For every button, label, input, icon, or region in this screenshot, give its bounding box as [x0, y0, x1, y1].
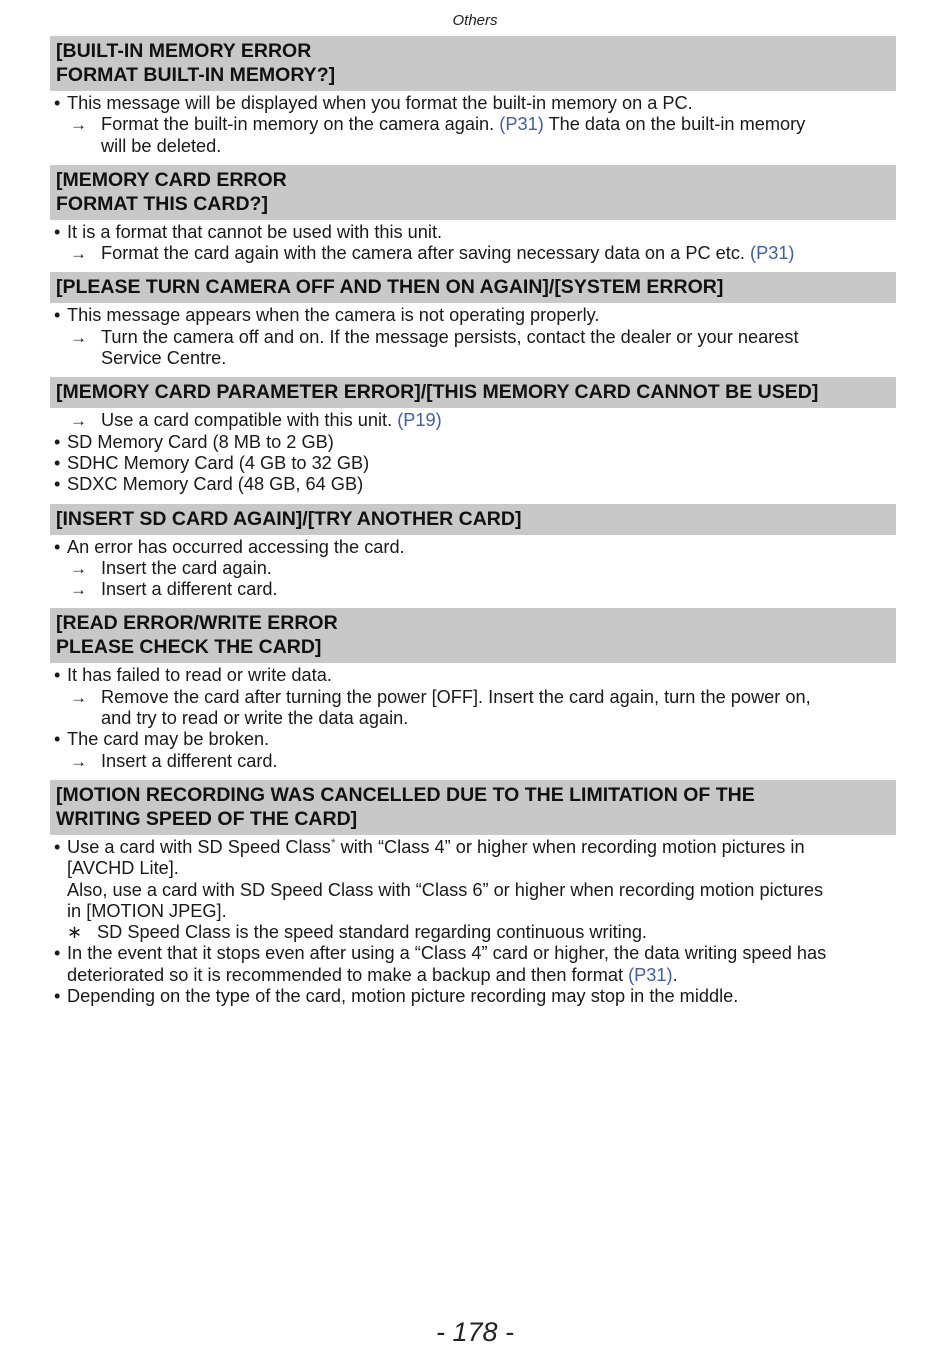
bullet-line [50, 474, 896, 495]
section-title-line: [MEMORY CARD PARAMETER ERROR]/[THIS MEMORY CARD CANNOT BE USED] [56, 381, 819, 404]
bullet-line [50, 943, 896, 964]
error-section [50, 272, 896, 369]
error-section [50, 377, 896, 495]
section-title-line: WRITING SPEED OF THE CARD] [56, 807, 358, 830]
error-section [50, 504, 896, 601]
line-text: This message will be displayed when you format the built-in memory on a PC. [67, 93, 693, 113]
arrow-line [50, 687, 896, 708]
bullet-line [50, 93, 896, 114]
section-title [50, 780, 896, 835]
bullet-icon: • [54, 305, 61, 326]
note-line [50, 922, 896, 943]
page-number: - 178 - [435, 1317, 515, 1347]
page-header: Others [452, 12, 498, 29]
error-section [50, 165, 896, 265]
right-arrow-icon: → [70, 115, 87, 135]
line-text: Use a card with SD Speed Class [67, 836, 331, 857]
arrow-line [50, 410, 896, 431]
error-section [50, 780, 896, 1007]
section-title-line: [INSERT SD CARD AGAIN]/[TRY ANOTHER CARD] [56, 507, 522, 530]
line-text: SD Speed Class is the speed standard regarding continuous writing. [97, 922, 647, 943]
line-text: SD Memory Card (8 MB to 2 GB) [67, 431, 334, 452]
line-text: will be deleted. [101, 135, 222, 156]
line-text: Insert the card again. [101, 557, 272, 578]
manual-content [50, 36, 896, 1015]
line-text: Remove the card after turning the power [OFF]. Insert the card again, turn the power on, [101, 686, 811, 707]
error-section [50, 36, 896, 157]
bullet-line [50, 837, 896, 858]
section-title [50, 36, 896, 91]
cont-line [50, 901, 896, 922]
section-title [50, 608, 896, 663]
line-text: Turn the camera off and on. If the message persists, contact the dealer or your nearest [101, 326, 799, 347]
bullet-icon: • [54, 431, 61, 452]
bullet-icon: • [54, 729, 61, 750]
line-text-after: . [672, 964, 678, 985]
section-body [50, 303, 896, 369]
section-title-line: [READ ERROR/WRITE ERROR [56, 612, 338, 635]
section-body [50, 663, 896, 771]
right-arrow-icon: → [70, 580, 87, 600]
line-text: Use a card compatible with this unit. [101, 410, 398, 431]
arrow-line [50, 243, 896, 264]
arrow-line [50, 558, 896, 579]
bullet-line [50, 222, 896, 243]
section-body [50, 220, 896, 265]
line-text: deteriorated so it is recommended to make a backup and then format [67, 964, 629, 985]
line-text: and try to read or write the data again. [101, 708, 409, 729]
arrow-line [50, 751, 896, 772]
line-text: Service Centre. [101, 348, 227, 369]
cont-line [50, 880, 896, 901]
bullet-line [50, 986, 896, 1007]
arrow-line [50, 579, 896, 600]
section-body [50, 535, 896, 601]
bullet-icon: • [54, 943, 61, 964]
line-text-after: with “Class 4” or higher when recording motion pictures in [335, 836, 805, 857]
asterisk-icon: ∗ [67, 922, 83, 943]
page-reference-link[interactable]: (P31) [628, 964, 673, 985]
bullet-icon: • [54, 986, 61, 1007]
section-title [50, 504, 896, 535]
right-arrow-icon: → [70, 687, 87, 707]
line-text: This message appears when the camera is not operating properly. [67, 305, 600, 326]
arrow-cont-line [50, 348, 896, 369]
right-arrow-icon: → [70, 327, 87, 347]
line-text: An error has occurred accessing the card. [67, 536, 405, 557]
bullet-icon: • [54, 536, 61, 557]
line-text: in [MOTION JPEG]. [67, 900, 227, 921]
section-title-line: [PLEASE TURN CAMERA OFF AND THEN ON AGAIN]/[SYSTEM ERROR] [56, 276, 724, 299]
section-title-line: [MEMORY CARD ERROR [56, 168, 287, 191]
line-text-after: The data on the built-in memory [543, 114, 806, 135]
arrow-cont-line [50, 136, 896, 157]
line-text: SDXC Memory Card (48 GB, 64 GB) [67, 474, 364, 495]
cont-line [50, 965, 896, 986]
line-text: Insert a different card. [101, 750, 278, 771]
section-body [50, 408, 896, 495]
bullet-line [50, 665, 896, 686]
line-text: Depending on the type of the card, motion picture recording may stop in the middle. [67, 986, 739, 1007]
section-title-line: [BUILT-IN MEMORY ERROR [56, 40, 312, 62]
line-text: Also, use a card with SD Speed Class with “Class 6” or higher when recording motion pictures [67, 879, 824, 900]
section-title [50, 165, 896, 220]
section-title [50, 377, 896, 408]
line-text: Format the built-in memory on the camera again. [101, 114, 500, 135]
line-text: It is a format that cannot be used with this unit. [67, 221, 443, 242]
line-text: In the event that it stops even after using a “Class 4” card or higher, the data writing speed has [67, 943, 827, 964]
line-text: [AVCHD Lite]. [67, 858, 179, 879]
line-text: It has failed to read or write data. [67, 665, 332, 686]
section-title-line: FORMAT BUILT-IN MEMORY?] [56, 64, 336, 86]
section-body [50, 835, 896, 1007]
section-title-line: FORMAT THIS CARD?] [56, 192, 268, 215]
arrow-cont-line [50, 708, 896, 729]
section-body [50, 91, 896, 157]
page-reference-link[interactable]: (P31) [499, 114, 544, 135]
bullet-icon: • [54, 93, 61, 113]
footnote-marker: * [330, 835, 336, 850]
right-arrow-icon: → [70, 751, 87, 771]
bullet-line [50, 729, 896, 750]
line-text: The card may be broken. [67, 729, 270, 750]
bullet-icon: • [54, 665, 61, 686]
bullet-line [50, 432, 896, 453]
bullet-icon: • [54, 452, 61, 473]
section-title [50, 272, 896, 303]
line-text: Format the card again with the camera after saving necessary data on a PC etc. [101, 243, 751, 264]
cont-line [50, 858, 896, 879]
error-section [50, 608, 896, 771]
bullet-icon: • [54, 221, 61, 242]
right-arrow-icon: → [70, 411, 87, 431]
arrow-line [50, 114, 896, 135]
line-text: SDHC Memory Card (4 GB to 32 GB) [67, 452, 370, 473]
bullet-line [50, 453, 896, 474]
section-title-line: [MOTION RECORDING WAS CANCELLED DUE TO THE LIMITATION OF THE [56, 783, 755, 806]
page-reference-link[interactable]: (P19) [397, 410, 442, 431]
bullet-line [50, 537, 896, 558]
arrow-line [50, 327, 896, 348]
bullet-line [50, 305, 896, 326]
line-text: Insert a different card. [101, 579, 278, 600]
section-title-line: PLEASE CHECK THE CARD] [56, 636, 322, 659]
bullet-icon: • [54, 474, 61, 495]
right-arrow-icon: → [70, 244, 87, 264]
right-arrow-icon: → [70, 558, 87, 578]
bullet-icon: • [54, 836, 61, 857]
page-reference-link[interactable]: (P31) [750, 243, 795, 264]
